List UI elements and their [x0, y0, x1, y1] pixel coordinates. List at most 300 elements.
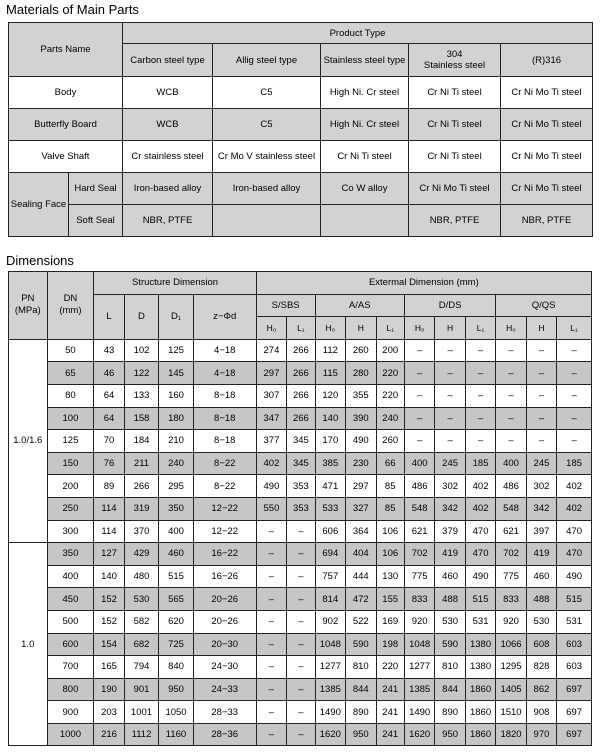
- dimension-cell: 125: [159, 339, 194, 362]
- dimension-cell: –: [465, 407, 495, 430]
- dimension-cell: 345: [287, 452, 315, 475]
- external-col-header: L₁: [557, 317, 592, 340]
- dimension-cell: 8−18: [193, 384, 256, 407]
- dimension-cell: 4−18: [193, 362, 256, 385]
- dimension-cell: 530: [124, 588, 159, 611]
- external-col-header: L₁: [287, 317, 315, 340]
- dimension-cell: –: [404, 430, 434, 453]
- dimension-cell: 488: [526, 588, 556, 611]
- dimension-cell: 1112: [124, 723, 159, 746]
- dimension-cell: 266: [287, 384, 315, 407]
- table-row: [9, 633, 592, 656]
- dimension-cell: 908: [526, 701, 556, 724]
- dimension-cell: 16−22: [193, 543, 256, 566]
- dimension-cell: 20−26: [193, 588, 256, 611]
- dimension-cell: 203: [94, 701, 124, 724]
- dimension-cell: 590: [346, 633, 376, 656]
- dimension-cell: –: [496, 384, 526, 407]
- dimension-cell: 260: [346, 339, 376, 362]
- dimension-cell: –: [256, 678, 286, 701]
- dimension-cell: –: [496, 430, 526, 453]
- material-cell: Cr Ni Ti steel: [409, 141, 501, 173]
- dimension-cell: 402: [465, 497, 495, 520]
- dn-value: 450: [47, 588, 94, 611]
- dimension-cell: –: [526, 384, 556, 407]
- dimension-cell: 550: [256, 497, 286, 520]
- dimension-cell: 486: [404, 475, 434, 498]
- dimension-cell: 490: [346, 430, 376, 453]
- dimension-cell: 106: [376, 543, 404, 566]
- dimension-cell: 833: [404, 588, 434, 611]
- dimension-cell: 185: [465, 452, 495, 475]
- dimension-cell: 621: [404, 520, 434, 543]
- dimension-cell: 370: [124, 520, 159, 543]
- dimension-cell: 24−33: [193, 678, 256, 701]
- dimension-cell: 200: [376, 339, 404, 362]
- dimension-cell: 429: [124, 543, 159, 566]
- material-cell: C5: [213, 109, 321, 141]
- pn-value: 1.0/1.6: [9, 339, 48, 542]
- dimension-cell: 241: [376, 723, 404, 746]
- dimension-cell: 89: [94, 475, 124, 498]
- dimension-cell: 155: [376, 588, 404, 611]
- dimension-cell: 402: [557, 497, 592, 520]
- dimension-cell: 8−18: [193, 430, 256, 453]
- external-col-header: L₁: [465, 317, 495, 340]
- dimension-cell: –: [287, 723, 315, 746]
- dimension-cell: 810: [346, 656, 376, 679]
- material-cell: Cr Ni Mo Ti steel: [409, 173, 501, 205]
- type-header: 304 Stainless steel: [409, 44, 501, 77]
- dimension-cell: –: [526, 407, 556, 430]
- dimension-cell: 488: [435, 588, 465, 611]
- dimension-cell: 890: [346, 701, 376, 724]
- dimension-cell: 184: [124, 430, 159, 453]
- dimension-cell: 70: [94, 430, 124, 453]
- material-cell: NBR, PTFE: [409, 205, 501, 237]
- dimension-cell: –: [465, 339, 495, 362]
- dimension-cell: 1620: [315, 723, 345, 746]
- dimension-cell: 260: [376, 430, 404, 453]
- dimension-cell: 400: [496, 452, 526, 475]
- dimension-cell: –: [496, 407, 526, 430]
- dimension-cell: 280: [346, 362, 376, 385]
- structure-col-header: L: [94, 294, 124, 339]
- dimension-cell: 8−18: [193, 407, 256, 430]
- dimension-cell: 120: [315, 384, 345, 407]
- pn-value: 1.0: [9, 543, 48, 746]
- table-row: [9, 723, 592, 746]
- dimension-cell: 725: [159, 633, 194, 656]
- dn-header: DN (mm): [47, 272, 94, 340]
- dimension-cell: –: [256, 656, 286, 679]
- dimension-cell: 833: [496, 588, 526, 611]
- dimension-cell: 106: [376, 520, 404, 543]
- dimension-cell: 1385: [404, 678, 434, 701]
- dn-value: 700: [47, 656, 94, 679]
- dimension-cell: 1385: [315, 678, 345, 701]
- dimension-cell: 353: [287, 475, 315, 498]
- dimension-cell: 266: [287, 362, 315, 385]
- dimension-cell: –: [287, 656, 315, 679]
- dimension-cell: 490: [557, 565, 592, 588]
- dimension-cell: 160: [159, 384, 194, 407]
- dimension-cell: 133: [124, 384, 159, 407]
- dimension-cell: 621: [496, 520, 526, 543]
- dimension-cell: 211: [124, 452, 159, 475]
- dimension-cell: 471: [315, 475, 345, 498]
- dimension-cell: 64: [94, 384, 124, 407]
- dimension-cell: 319: [124, 497, 159, 520]
- dimension-cell: –: [557, 339, 592, 362]
- table-row: [9, 384, 592, 407]
- dimension-cell: 24−30: [193, 656, 256, 679]
- dimension-cell: 20−26: [193, 610, 256, 633]
- dimension-cell: 12−22: [193, 520, 256, 543]
- table-row: [9, 678, 592, 701]
- dimension-cell: 16−26: [193, 565, 256, 588]
- dimension-cell: 472: [346, 588, 376, 611]
- dimension-cell: 1066: [496, 633, 526, 656]
- dimension-cell: 582: [124, 610, 159, 633]
- dimension-cell: 302: [526, 475, 556, 498]
- dimension-cell: 112: [315, 339, 345, 362]
- material-cell: Iron-based alloy: [213, 173, 321, 205]
- dimension-cell: 158: [124, 407, 159, 430]
- dimension-cell: –: [557, 362, 592, 385]
- dimension-cell: 920: [404, 610, 434, 633]
- dimension-cell: 480: [124, 565, 159, 588]
- dimension-cell: 216: [94, 723, 124, 746]
- material-cell: Cr Ni Ti steel: [409, 109, 501, 141]
- structure-col-header: D: [124, 294, 159, 339]
- external-col-header: H: [435, 317, 465, 340]
- material-cell: Cr Mo V stainless steel: [213, 141, 321, 173]
- dimension-cell: 220: [376, 384, 404, 407]
- dimension-cell: –: [287, 633, 315, 656]
- dimensions-title: Dimensions: [6, 253, 74, 268]
- dimension-cell: 460: [526, 565, 556, 588]
- dimension-cell: 565: [159, 588, 194, 611]
- dimension-cell: –: [404, 407, 434, 430]
- type-header: Carbon steel type: [123, 44, 213, 77]
- dimension-cell: 180: [159, 407, 194, 430]
- dimension-cell: 1277: [315, 656, 345, 679]
- dimension-cell: 210: [159, 430, 194, 453]
- dimension-cell: –: [256, 543, 286, 566]
- dimension-cell: 515: [159, 565, 194, 588]
- dimension-cell: –: [435, 407, 465, 430]
- dimension-cell: 241: [376, 701, 404, 724]
- dimension-cell: 297: [346, 475, 376, 498]
- dimension-cell: 444: [346, 565, 376, 588]
- dimension-cell: 902: [315, 610, 345, 633]
- dimension-cell: 379: [435, 520, 465, 543]
- part-name: Valve Shaft: [9, 141, 123, 173]
- dimension-cell: –: [287, 701, 315, 724]
- dn-value: 500: [47, 610, 94, 633]
- dimension-cell: 28−36: [193, 723, 256, 746]
- dimension-cell: 220: [376, 656, 404, 679]
- soft-seal-label: Soft Seal: [69, 205, 123, 237]
- table-row: [9, 339, 592, 362]
- dimension-cell: 295: [159, 475, 194, 498]
- dimension-cell: –: [496, 362, 526, 385]
- dimension-cell: 115: [315, 362, 345, 385]
- external-col-header: H: [526, 317, 556, 340]
- external-col-header: H₀: [315, 317, 345, 340]
- dimension-cell: 140: [94, 565, 124, 588]
- structure-dimension-header: Structure Dimension: [94, 272, 256, 295]
- dimension-cell: –: [287, 678, 315, 701]
- dimension-cell: 515: [465, 588, 495, 611]
- table-row: [9, 610, 592, 633]
- dimension-cell: 385: [315, 452, 345, 475]
- dimension-cell: 470: [557, 543, 592, 566]
- dimension-cell: –: [465, 384, 495, 407]
- dimension-cell: 145: [159, 362, 194, 385]
- dimension-cell: 190: [94, 678, 124, 701]
- dimension-cell: 548: [496, 497, 526, 520]
- dimension-cell: 950: [346, 723, 376, 746]
- material-cell: WCB: [123, 109, 213, 141]
- dimension-cell: 43: [94, 339, 124, 362]
- material-cell: NBR, PTFE: [501, 205, 593, 237]
- dimension-cell: 154: [94, 633, 124, 656]
- dimension-cell: –: [435, 430, 465, 453]
- dimension-cell: 8−22: [193, 475, 256, 498]
- dimension-cell: 327: [346, 497, 376, 520]
- material-cell: [213, 205, 321, 237]
- table-row: [9, 565, 592, 588]
- dimension-cell: 460: [159, 543, 194, 566]
- dimension-cell: 220: [376, 362, 404, 385]
- dimension-cell: 950: [435, 723, 465, 746]
- dimension-cell: –: [435, 384, 465, 407]
- dimension-cell: 697: [557, 678, 592, 701]
- type-header: Allig steel type: [213, 44, 321, 77]
- dimension-cell: 241: [376, 678, 404, 701]
- materials-title: Materials of Main Parts: [6, 2, 139, 17]
- dimension-cell: 397: [526, 520, 556, 543]
- dimension-cell: 364: [346, 520, 376, 543]
- dn-value: 300: [47, 520, 94, 543]
- dimension-cell: –: [435, 339, 465, 362]
- dimension-cell: –: [465, 362, 495, 385]
- dn-value: 350: [47, 543, 94, 566]
- dimension-cell: –: [526, 430, 556, 453]
- dimension-cell: 794: [124, 656, 159, 679]
- dimension-cell: 1490: [315, 701, 345, 724]
- dimension-cell: 165: [94, 656, 124, 679]
- table-row: [9, 362, 592, 385]
- dimension-cell: 122: [124, 362, 159, 385]
- dimension-cell: 419: [435, 543, 465, 566]
- table-row: [9, 588, 592, 611]
- external-col-header: L₁: [376, 317, 404, 340]
- dimension-cell: 840: [159, 656, 194, 679]
- dimension-cell: 46: [94, 362, 124, 385]
- dimension-cell: 530: [435, 610, 465, 633]
- type-header: Stainless steel type: [321, 44, 409, 77]
- dimension-cell: –: [256, 723, 286, 746]
- table-row: [9, 520, 592, 543]
- dimension-cell: –: [287, 610, 315, 633]
- dimension-cell: 844: [435, 678, 465, 701]
- dimension-cell: –: [404, 384, 434, 407]
- dimension-cell: 347: [256, 407, 286, 430]
- dimension-cell: 85: [376, 475, 404, 498]
- dimension-cell: 694: [315, 543, 345, 566]
- dimension-cell: 350: [159, 497, 194, 520]
- dn-value: 600: [47, 633, 94, 656]
- dimension-cell: 20−30: [193, 633, 256, 656]
- dimension-cell: 970: [526, 723, 556, 746]
- dimension-cell: 606: [315, 520, 345, 543]
- material-cell: NBR, PTFE: [123, 205, 213, 237]
- dimension-cell: 353: [287, 497, 315, 520]
- dimension-cell: –: [256, 610, 286, 633]
- external-group-header: A/AS: [315, 294, 404, 317]
- dimension-cell: 1295: [496, 656, 526, 679]
- dimension-cell: 1860: [465, 701, 495, 724]
- dimension-cell: 377: [256, 430, 286, 453]
- dimension-cell: 533: [315, 497, 345, 520]
- dimension-cell: 152: [94, 610, 124, 633]
- material-cell: High Ni. Cr steel: [321, 109, 409, 141]
- dimension-cell: –: [256, 588, 286, 611]
- dimension-cell: 620: [159, 610, 194, 633]
- dimension-cell: 404: [346, 543, 376, 566]
- pn-header: PN (MPa): [9, 272, 48, 340]
- dimension-cell: –: [256, 520, 286, 543]
- dimension-cell: –: [287, 565, 315, 588]
- dn-value: 100: [47, 407, 94, 430]
- dimension-cell: 460: [435, 565, 465, 588]
- material-cell: C5: [213, 77, 321, 109]
- dimension-cell: –: [557, 430, 592, 453]
- dimension-cell: –: [256, 565, 286, 588]
- dimension-cell: 342: [435, 497, 465, 520]
- dimension-cell: 603: [557, 633, 592, 656]
- table-row: [9, 497, 592, 520]
- dimension-cell: 1510: [496, 701, 526, 724]
- dimension-cell: 266: [287, 339, 315, 362]
- dimension-cell: 355: [346, 384, 376, 407]
- dimension-cell: 810: [435, 656, 465, 679]
- dimension-cell: 1380: [465, 656, 495, 679]
- table-row: [9, 452, 592, 475]
- dimension-cell: 950: [159, 678, 194, 701]
- dimension-cell: 608: [526, 633, 556, 656]
- dimension-cell: 245: [435, 452, 465, 475]
- dimension-cell: 1860: [465, 723, 495, 746]
- external-group-header: Q/QS: [496, 294, 592, 317]
- dimension-cell: 152: [94, 588, 124, 611]
- dimension-cell: 490: [256, 475, 286, 498]
- dn-value: 80: [47, 384, 94, 407]
- dimension-cell: 702: [496, 543, 526, 566]
- dimension-cell: 64: [94, 407, 124, 430]
- dimension-cell: 402: [465, 475, 495, 498]
- dimension-cell: 486: [496, 475, 526, 498]
- dimension-cell: –: [256, 633, 286, 656]
- dimension-cell: –: [287, 520, 315, 543]
- dimension-cell: 198: [376, 633, 404, 656]
- dimensions-table: [8, 271, 592, 746]
- dimension-cell: 814: [315, 588, 345, 611]
- external-group-header: S/SBS: [256, 294, 315, 317]
- external-col-header: H: [346, 317, 376, 340]
- dimension-cell: 274: [256, 339, 286, 362]
- dimension-cell: 1820: [496, 723, 526, 746]
- dn-value: 150: [47, 452, 94, 475]
- dn-value: 800: [47, 678, 94, 701]
- dimension-cell: 1048: [315, 633, 345, 656]
- dimension-cell: 8−22: [193, 452, 256, 475]
- material-cell: Iron-based alloy: [123, 173, 213, 205]
- external-col-header: H₀: [404, 317, 434, 340]
- material-cell: Cr stainless steel: [123, 141, 213, 173]
- dimension-cell: 240: [376, 407, 404, 430]
- structure-col-header: z−Φd: [193, 294, 256, 339]
- dimension-cell: 775: [404, 565, 434, 588]
- dn-value: 50: [47, 339, 94, 362]
- dimension-cell: 402: [256, 452, 286, 475]
- material-cell: Cr Ni Mo Ti steel: [501, 109, 593, 141]
- dimension-cell: 302: [435, 475, 465, 498]
- dimension-cell: 757: [315, 565, 345, 588]
- external-dimension-header: Extermal Dimension (mm): [256, 272, 591, 295]
- dimension-cell: 702: [404, 543, 434, 566]
- material-cell: WCB: [123, 77, 213, 109]
- table-row: [9, 701, 592, 724]
- dimension-cell: 530: [526, 610, 556, 633]
- dimension-cell: –: [557, 384, 592, 407]
- table-row: [9, 430, 592, 453]
- dimension-cell: 240: [159, 452, 194, 475]
- dimension-cell: 844: [346, 678, 376, 701]
- dimension-cell: 522: [346, 610, 376, 633]
- dimension-cell: 130: [376, 565, 404, 588]
- dimension-cell: 1001: [124, 701, 159, 724]
- material-cell: [321, 205, 409, 237]
- dimension-cell: 697: [557, 723, 592, 746]
- dimension-cell: 1160: [159, 723, 194, 746]
- dimension-cell: 862: [526, 678, 556, 701]
- dn-value: 400: [47, 565, 94, 588]
- dimension-cell: –: [526, 339, 556, 362]
- dimension-cell: 470: [465, 543, 495, 566]
- material-cell: Cr Ni Mo Ti steel: [501, 141, 593, 173]
- dimension-cell: 66: [376, 452, 404, 475]
- dimension-cell: 548: [404, 497, 434, 520]
- dimension-cell: 245: [526, 452, 556, 475]
- dimension-cell: 185: [557, 452, 592, 475]
- dimension-cell: 140: [315, 407, 345, 430]
- dn-value: 200: [47, 475, 94, 498]
- dimension-cell: 828: [526, 656, 556, 679]
- type-header: (R)316: [501, 44, 593, 77]
- dimension-cell: 266: [287, 407, 315, 430]
- dimension-cell: 4−18: [193, 339, 256, 362]
- dimension-cell: 76: [94, 452, 124, 475]
- dimension-cell: 390: [346, 407, 376, 430]
- dimension-cell: –: [496, 339, 526, 362]
- dimension-cell: 775: [496, 565, 526, 588]
- dimension-cell: –: [526, 362, 556, 385]
- dimension-cell: 515: [557, 588, 592, 611]
